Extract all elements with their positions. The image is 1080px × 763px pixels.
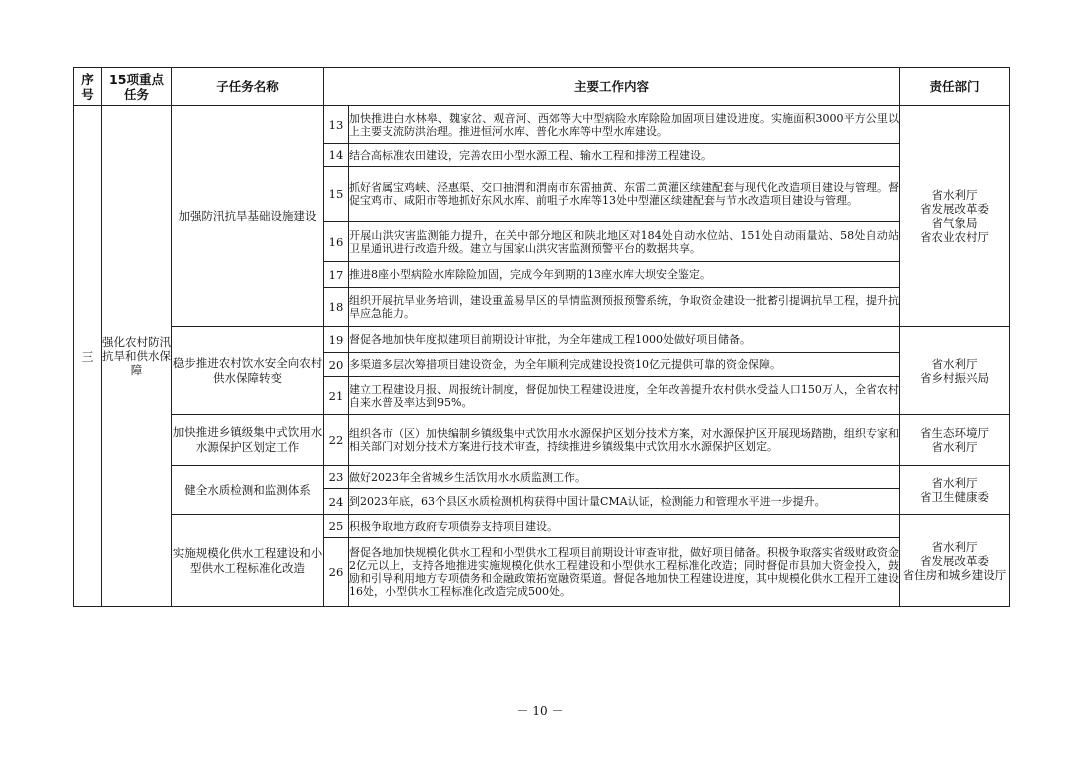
subtask-name: 稳步推进农村饮水安全向农村供水保障转变 <box>172 327 324 415</box>
row-content: 督促各地加快年度拟建项目前期设计审批，为全年建成工程1000处做好项目储备。 <box>349 327 900 353</box>
row-content: 抓好省属宝鸡峡、泾惠渠、交口抽渭和渭南市东雷抽黄、东雷二黄灌区续建配套与现代化改造项目建设与管理。督促宝鸡市、咸阳市等地抓好东风水库、前咀子水库等13处中型灌区续建配套与节水改造项目建设与管理。 <box>349 167 900 222</box>
row-number: 22 <box>324 415 349 466</box>
dept-line: 省住房和城乡建设厅 <box>902 567 1007 582</box>
row-content: 督促各地加快规模化供水工程和小型供水工程项目前期设计审查审批，做好项目储备。积极争取落实省级财政资金2亿元以上，支持各地推进实施规模化供水工程建设和小型供水工程标准化改造；同时督促市县加大资金投入，鼓励和引导利用地方专项债务和金融政策拓宽融资渠道。督促各地加快工程建设进度，其中规模化供水工程开工建设16处，小型供水工程标准化改造完成500处。 <box>349 538 900 607</box>
responsible-dept <box>900 466 1010 515</box>
dept-line: 省水利厅 <box>931 356 978 371</box>
section-task: 强化农村防汛抗旱和供水保障 <box>102 106 172 607</box>
task-table <box>73 67 1010 607</box>
table-row <box>74 327 1010 353</box>
row-number: 21 <box>324 377 349 415</box>
table-row <box>74 415 1010 466</box>
row-number: 15 <box>324 167 349 222</box>
dept-line: 省卫生健康委 <box>920 490 990 504</box>
row-content: 建立工程建设月报、周报统计制度，督促加快工程建设进度，全年改善提升农村供水受益人口150万人，全省农村自来水普及率达到95%。 <box>349 377 900 415</box>
responsible-dept <box>900 415 1010 466</box>
subtask-name: 健全水质检测和监测体系 <box>172 466 324 515</box>
dept-line: 省水利厅 <box>931 440 978 454</box>
section-seq: 三 <box>74 106 102 607</box>
header-dept: 责任部门 <box>900 68 1010 106</box>
dept-line: 省生态环境厅 <box>920 426 990 440</box>
header-seq: 序 号 <box>74 68 102 106</box>
row-content: 开展山洪灾害监测能力提升，在关中部分地区和陕北地区对184处自动水位站、151处自动雨量站、58处自动站卫星通讯进行改造升级。建立与国家山洪灾害监测预警平台的数据共享。 <box>349 222 900 262</box>
responsible-dept <box>900 106 1010 327</box>
row-number: 23 <box>324 466 349 489</box>
row-content: 多渠道多层次筹措项目建设资金，为全年顺利完成建设投资10亿元提供可靠的资金保障。 <box>349 353 900 377</box>
header-task: 15项重点 任务 <box>102 68 172 106</box>
row-content: 积极争取地方政府专项债券支持项目建设。 <box>349 515 900 538</box>
page-number: － 10 － <box>516 704 564 718</box>
row-content: 组织开展抗旱业务培训，建设重盖易旱区的旱情监测预报预警系统，争取资金建设一批蓄引提调抗旱工程，提升抗旱应急能力。 <box>349 288 900 327</box>
dept-line: 省水利厅 <box>931 188 978 202</box>
subtask-name: 加快推进乡镇级集中式饮用水水源保护区划定工作 <box>172 415 324 466</box>
table-row <box>74 106 1010 144</box>
header-subtask: 子任务名称 <box>172 68 324 106</box>
row-number: 24 <box>324 489 349 515</box>
responsible-dept <box>900 327 1010 415</box>
row-content: 推进8座小型病险水库除险加固，完成今年到期的13座水库大坝安全鉴定。 <box>349 262 900 288</box>
row-content: 结合高标准农田建设，完善农田小型水源工程、输水工程和排涝工程建设。 <box>349 144 900 167</box>
table-row <box>74 515 1010 538</box>
row-content: 到2023年底，63个县区水质检测机构获得中国计量CMA认证，检测能力和管理水平进一步提升。 <box>349 489 900 515</box>
header-row <box>74 68 1010 106</box>
row-content: 组织各市（区）加快编制乡镇级集中式饮用水水源保护区划分技术方案，对水源保护区开展现场踏勘，组织专家和相关部门对划分技术方案进行技术审查，持续推进乡镇级集中式饮用水水源保护区划定。 <box>349 415 900 466</box>
row-number: 17 <box>324 262 349 288</box>
dept-line: 省水利厅 <box>931 476 978 490</box>
dept-line: 省发展改革委 <box>920 202 990 216</box>
row-content: 加快推进白水林皋、魏家岔、观音河、西郊等大中型病险水库除险加固项目建设进度。实施面积3000平方公里以上主要支流防洪治理。推进恒河水库、普化水库等中型水库建设。 <box>349 106 900 144</box>
subtask-name: 加强防汛抗旱基础设施建设 <box>172 106 324 327</box>
dept-line: 省水利厅 <box>931 539 978 554</box>
header-content: 主要工作内容 <box>324 68 900 106</box>
row-number: 16 <box>324 222 349 262</box>
row-number: 13 <box>324 106 349 144</box>
dept-line: 省农业农村厅 <box>920 230 990 244</box>
dept-line: 省发展改革委 <box>920 553 990 568</box>
responsible-dept <box>900 515 1010 607</box>
row-number: 26 <box>324 538 349 607</box>
row-number: 19 <box>324 327 349 353</box>
row-content: 做好2023年全省城乡生活饮用水水质监测工作。 <box>349 466 900 489</box>
row-number: 25 <box>324 515 349 538</box>
table-row <box>74 466 1010 489</box>
subtask-name: 实施规模化供水工程建设和小型供水工程标准化改造 <box>172 515 324 607</box>
row-number: 14 <box>324 144 349 167</box>
row-number: 20 <box>324 353 349 377</box>
dept-line: 省乡村振兴局 <box>920 370 990 385</box>
row-number: 18 <box>324 288 349 327</box>
dept-line: 省气象局 <box>931 216 978 230</box>
